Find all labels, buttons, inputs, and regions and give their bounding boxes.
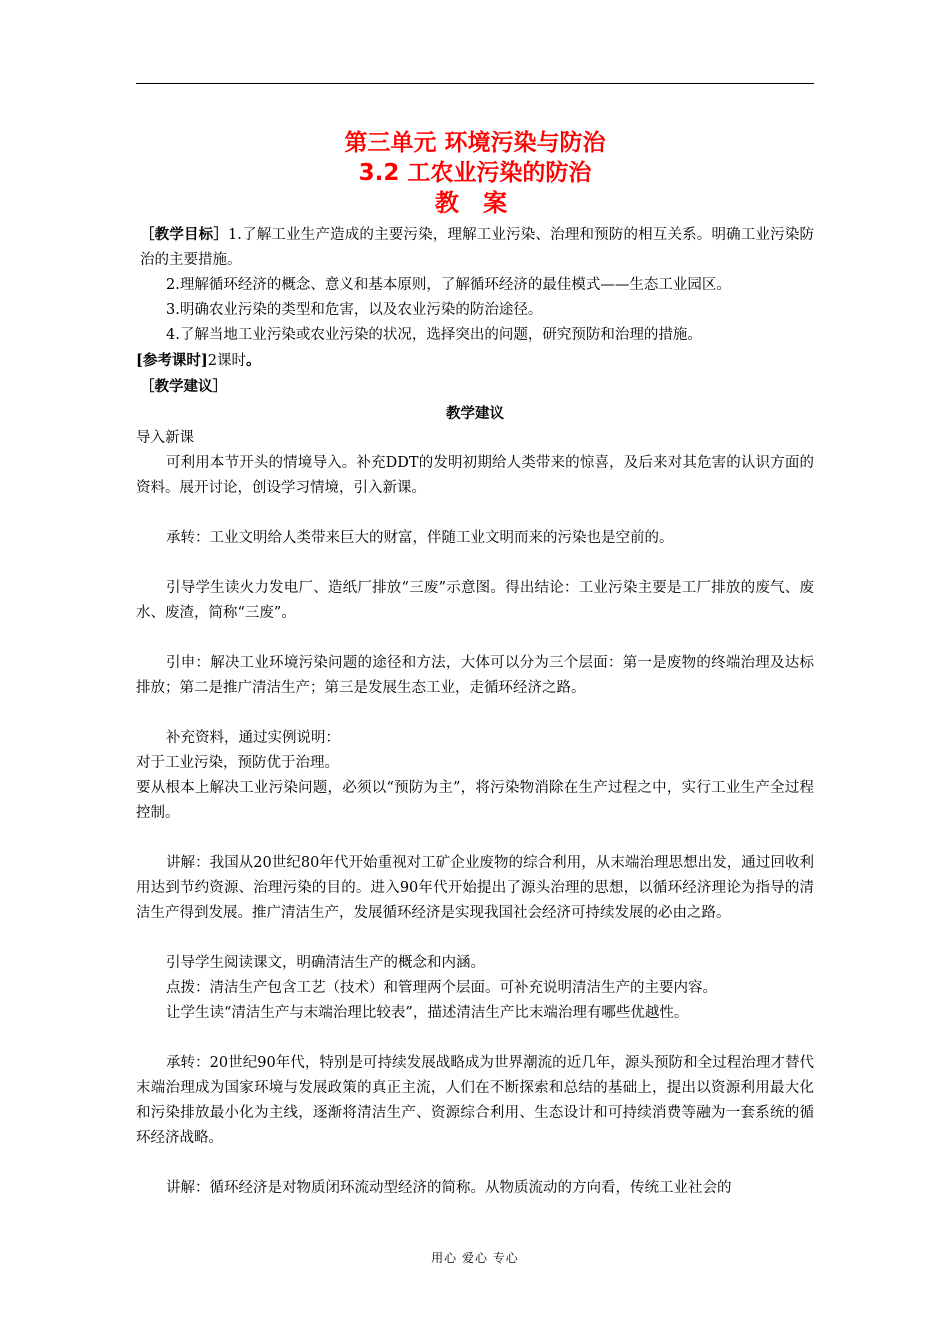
- page-footer: 用心 爱心 专心: [431, 1251, 519, 1265]
- objectives-item-4: 4.了解当地工业污染或农业污染的状况，选择突出的问题，研究预防和治理的措施。: [166, 327, 702, 343]
- document-body: [136, 222, 814, 1201]
- paragraph: 点拨：清洁生产包含工艺（技术）和管理两个层面。可补充说明清洁生产的主要内容。: [166, 980, 717, 996]
- paragraph: 引导学生读火力发电厂、造纸厂排放“三废”示意图。得出结论：工业污染主要是工厂排放的废气、废水、废渣，简称“三废”。: [136, 580, 814, 621]
- paragraph: 引申：解决工业环境污染问题的途径和方法，大体可以分为三个层面：第一是废物的终端治理及达标排放；第二是推广清洁生产；第三是发展生态工业，走循环经济之路。: [136, 655, 814, 696]
- unit-title: 第三单元 环境污染与防治: [344, 130, 606, 156]
- paragraph: 可利用本节开头的情境导入。补充DDT的发明初期给人类带来的惊喜，及后来对其危害的认识方面的资料。展开讨论，创设学习情境，引入新课。: [136, 455, 814, 496]
- paragraph: 讲解：我国从20世纪80年代开始重视对工矿企业废物的综合利用，从末端治理思想出发，通过回收利用达到节约资源、治理污染的目的。进入90年代开始提出了源头治理的思想，以循环经济理论为指导的清洁生产得到发展。推广清洁生产，发展循环经济是实现我国社会经济可持续发展的必由之路。: [136, 855, 814, 921]
- paragraph: 讲解：循环经济是对物质闭环流动型经济的简称。从物质流动的方向看，传统工业社会的: [166, 1180, 732, 1196]
- suggestion-label: ［教学建议］: [140, 378, 227, 395]
- hours-label: [参考课时]: [136, 352, 208, 369]
- paragraph: 引导学生阅读课文，明确清洁生产的概念和内涵。: [166, 955, 485, 971]
- paragraph: 让学生读“清洁生产与末端治理比较表”，描述清洁生产比末端治理有哪些优越性。: [166, 1005, 689, 1021]
- title-block: [136, 128, 814, 218]
- hours-value: 2课时: [207, 353, 246, 369]
- paragraph: 承转：20世纪90年代，特别是可持续发展战略成为世界潮流的近几年，源头预防和全过程治理才替代末端治理成为国家环境与发展政策的真正主流，人们在不断探索和总结的基础上，提出以资源利用最大化和污染排放最小化为主线，逐渐将清洁生产、资源综合利用、生态设计和可持续消费等融为一套系统的循环经济战略。: [136, 1055, 814, 1146]
- suggestion-heading: 教学建议: [446, 405, 504, 422]
- lesson-title: 3.2 工农业污染的防治: [358, 160, 592, 186]
- paragraph: 补充资料，通过实例说明：: [166, 730, 340, 746]
- header-rule: [136, 83, 814, 84]
- objectives-item-2: 2.理解循环经济的概念、意义和基本原则，了解循环经济的最佳模式——生态工业园区。: [166, 277, 731, 293]
- hours-line: [参考课时]2课时。: [136, 352, 261, 369]
- intro-label: 导入新课: [136, 430, 194, 446]
- paragraph: 对于工业污染，预防优于治理。: [136, 755, 339, 771]
- objectives-label: ［教学目标］: [140, 226, 229, 243]
- paragraph: 要从根本上解决工业污染问题，必须以“预防为主”，将污染物消除在生产过程之中，实行工业生产全过程控制。: [136, 780, 814, 821]
- paragraph: 承转：工业文明给人类带来巨大的财富，伴随工业文明而来的污染也是空前的。: [166, 530, 674, 546]
- objectives-item-1: ［教学目标］1.了解工业生产造成的主要污染，理解工业污染、治理和预防的相互关系。明确工业污染防治的主要措施。: [140, 226, 814, 268]
- doc-type-title: 教 案: [434, 189, 516, 217]
- objectives-item-3: 3.明确农业污染的类型和危害，以及农业污染的防治途径。: [166, 302, 543, 318]
